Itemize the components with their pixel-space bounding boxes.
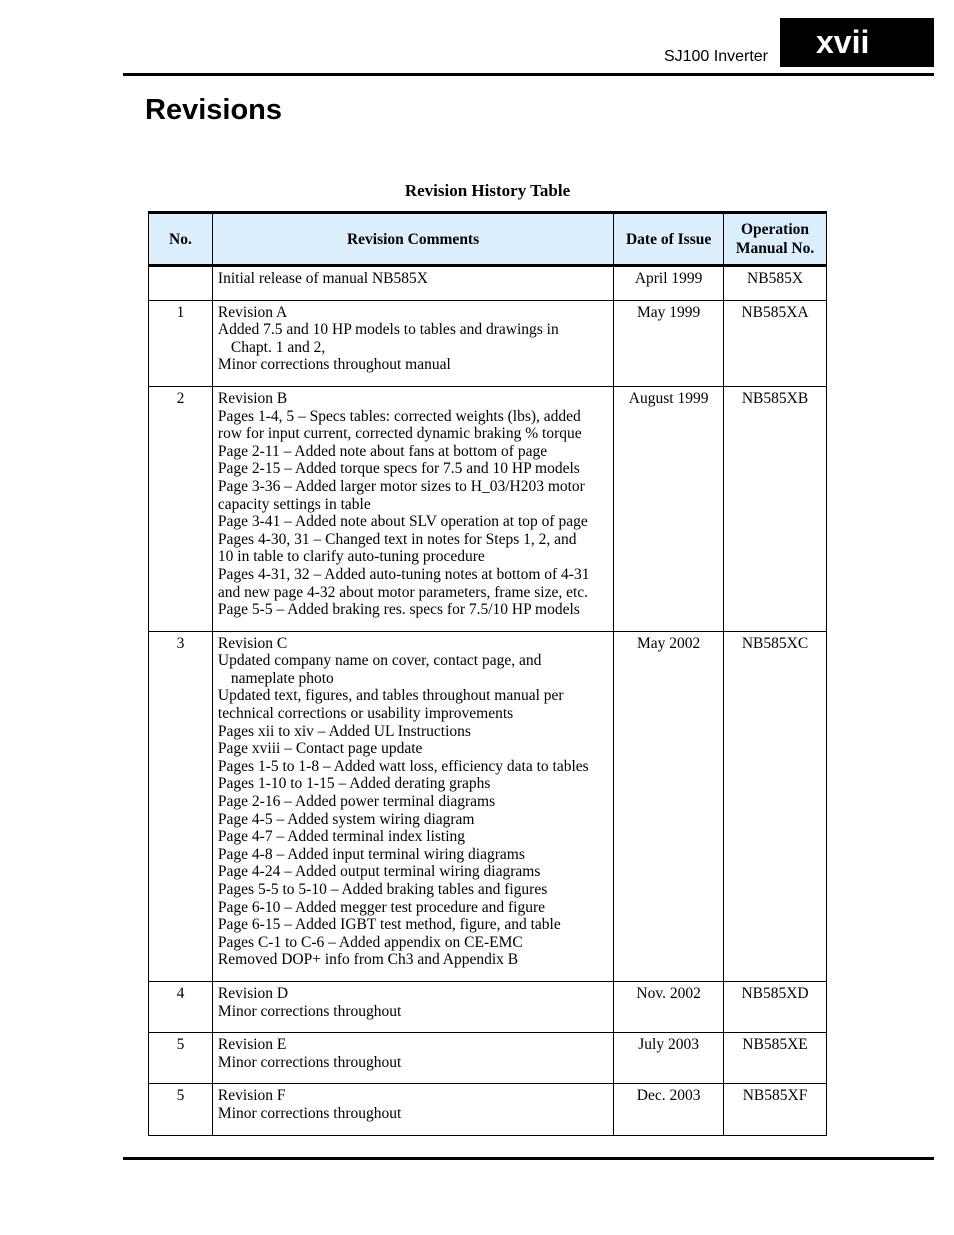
revision-comment-line: Pages 1-10 to 1-15 – Added derating graphs — [217, 775, 491, 793]
table-row — [149, 631, 827, 981]
revision-number-cell: 5 — [149, 1084, 213, 1135]
revision-comment-line: Pages C-1 to C-6 – Added appendix on CE-EMC — [217, 933, 523, 951]
revision-comment-line: Pages 4-31, 32 – Added auto-tuning notes at bottom of 4-31 — [217, 565, 590, 583]
revision-number-cell — [149, 266, 213, 301]
revision-comment-line: Page 2-15 – Added torque specs for 7.5 and 10 HP models — [217, 460, 580, 478]
revision-comment-line: Minor corrections throughout — [217, 1002, 402, 1020]
revision-comment-line: 10 in table to clarify auto-tuning procedure — [217, 548, 485, 566]
operation-manual-number-cell: NB585XB — [724, 386, 827, 631]
revision-comment-line: Revision B — [217, 389, 288, 407]
revision-comment-line: technical corrections or usability improvements — [217, 705, 514, 723]
revision-comment-line: capacity settings in table — [217, 495, 371, 513]
revision-comment-line: Revision C — [217, 634, 288, 652]
revision-comment-line: Minor corrections throughout — [217, 1053, 402, 1071]
header-divider — [123, 73, 934, 76]
revision-comment-line: Chapt. 1 and 2, — [230, 338, 326, 356]
column-header-date-of-issue: Date of Issue — [614, 213, 724, 266]
revision-comment-line: Pages 1-5 to 1-8 – Added watt loss, efficiency data to tables — [217, 757, 589, 775]
revision-number-cell: 5 — [149, 1033, 213, 1084]
operation-manual-number-cell: NB585XF — [724, 1084, 827, 1135]
table-caption: Revision History Table — [404, 181, 571, 200]
revision-comment-line: Page 4-7 – Added terminal index listing — [217, 828, 466, 846]
revision-comment-line: Minor corrections throughout manual — [217, 356, 451, 374]
table-header-row — [149, 213, 827, 266]
table-row — [149, 981, 827, 1032]
revision-comment-line: Page 4-24 – Added output terminal wiring diagrams — [217, 863, 541, 881]
table-row — [149, 266, 827, 301]
revision-comments-cell — [212, 1033, 613, 1084]
revision-comment-line: Updated text, figures, and tables throughout manual per — [217, 687, 564, 705]
operation-manual-number-cell: NB585XE — [724, 1033, 827, 1084]
revision-comment-line: Page 2-11 – Added note about fans at bottom of page — [217, 442, 548, 460]
table-body — [149, 266, 827, 1136]
revision-comment-line: Page 6-15 – Added IGBT test method, figure, and table — [217, 916, 561, 934]
revision-comment-line: Minor corrections throughout — [217, 1104, 402, 1122]
revision-comments-cell — [212, 300, 613, 386]
revision-comment-line: Pages 1-4, 5 – Specs tables: corrected weights (lbs), added — [217, 407, 581, 425]
revision-comment-line: and new page 4-32 about motor parameters, frame size, etc. — [217, 583, 589, 601]
date-of-issue-cell: July 2003 — [614, 1033, 724, 1084]
revision-comment-line: Initial release of manual NB585X — [217, 270, 428, 287]
date-of-issue-cell: May 1999 — [614, 300, 724, 386]
page-number-badge: xvii — [780, 18, 934, 67]
revision-comment-line: Revision F — [217, 1087, 286, 1105]
date-of-issue-cell: April 1999 — [614, 266, 724, 301]
revision-comment-line: Revision D — [217, 984, 289, 1002]
footer-divider — [123, 1157, 934, 1160]
operation-manual-number-cell: NB585X — [724, 266, 827, 301]
revision-comment-line: Pages 4-30, 31 – Changed text in notes for Steps 1, 2, and — [217, 530, 577, 548]
revision-comment-line: Pages xii to xiv – Added UL Instructions — [217, 722, 471, 740]
revision-comment-line: row for input current, corrected dynamic braking % torque — [217, 425, 582, 443]
revision-comment-line: Removed DOP+ info from Ch3 and Appendix B — [217, 951, 519, 969]
section-title: Revisions — [145, 94, 282, 126]
revision-comment-line: Page 5-5 – Added braking res. specs for 7.5/10 HP models — [217, 601, 580, 619]
date-of-issue-cell: Nov. 2002 — [614, 981, 724, 1032]
revision-comment-line: Page 3-36 – Added larger motor sizes to H_03/H203 motor — [217, 477, 585, 495]
revision-number-cell: 1 — [149, 300, 213, 386]
revision-comments-cell — [212, 631, 613, 981]
revision-comment-line: Pages 5-5 to 5-10 – Added braking tables and figures — [217, 881, 548, 898]
revision-comment-line: Page 2-16 – Added power terminal diagrams — [217, 793, 496, 811]
revision-comment-line: Revision E — [217, 1036, 287, 1054]
table-row — [149, 1033, 827, 1084]
column-header-no: No. — [149, 213, 213, 266]
table-row — [149, 1084, 827, 1135]
revision-comment-line: Page 3-41 – Added note about SLV operation at top of page — [217, 513, 588, 531]
column-header-operation-manual-no: Operation Manual No. — [724, 213, 827, 266]
column-header-revision-comments: Revision Comments — [212, 213, 613, 266]
operation-manual-number-cell: NB585XD — [724, 981, 827, 1032]
table-row — [149, 300, 827, 386]
revision-comment-line: Page xviii – Contact page update — [217, 740, 423, 758]
revision-comments-cell — [212, 981, 613, 1032]
revision-comment-line: nameplate photo — [230, 669, 334, 687]
revision-number-cell: 4 — [149, 981, 213, 1032]
operation-manual-number-cell: NB585XC — [724, 631, 827, 981]
date-of-issue-cell: May 2002 — [614, 631, 724, 981]
revision-number-cell: 2 — [149, 386, 213, 631]
operation-manual-number-cell: NB585XA — [724, 300, 827, 386]
revision-comments-cell — [212, 1084, 613, 1135]
revision-comment-line: Updated company name on cover, contact page, and — [217, 652, 542, 670]
revision-number-cell: 3 — [149, 631, 213, 981]
date-of-issue-cell: August 1999 — [614, 386, 724, 631]
revision-comments-cell — [212, 266, 613, 301]
running-header-title: SJ100 Inverter — [663, 48, 768, 65]
date-of-issue-cell: Dec. 2003 — [614, 1084, 724, 1135]
revision-comments-cell — [212, 386, 613, 631]
table-row — [149, 386, 827, 631]
revision-history-table — [148, 211, 827, 1136]
revision-comment-line: Page 4-5 – Added system wiring diagram — [217, 810, 475, 828]
revision-comment-line: Revision A — [217, 303, 288, 321]
revision-comment-line: Added 7.5 and 10 HP models to tables and drawings in — [217, 321, 559, 339]
revision-comment-line: Page 6-10 – Added megger test procedure and figure — [217, 898, 546, 916]
revision-comment-line: Page 4-8 – Added input terminal wiring diagrams — [217, 845, 525, 863]
